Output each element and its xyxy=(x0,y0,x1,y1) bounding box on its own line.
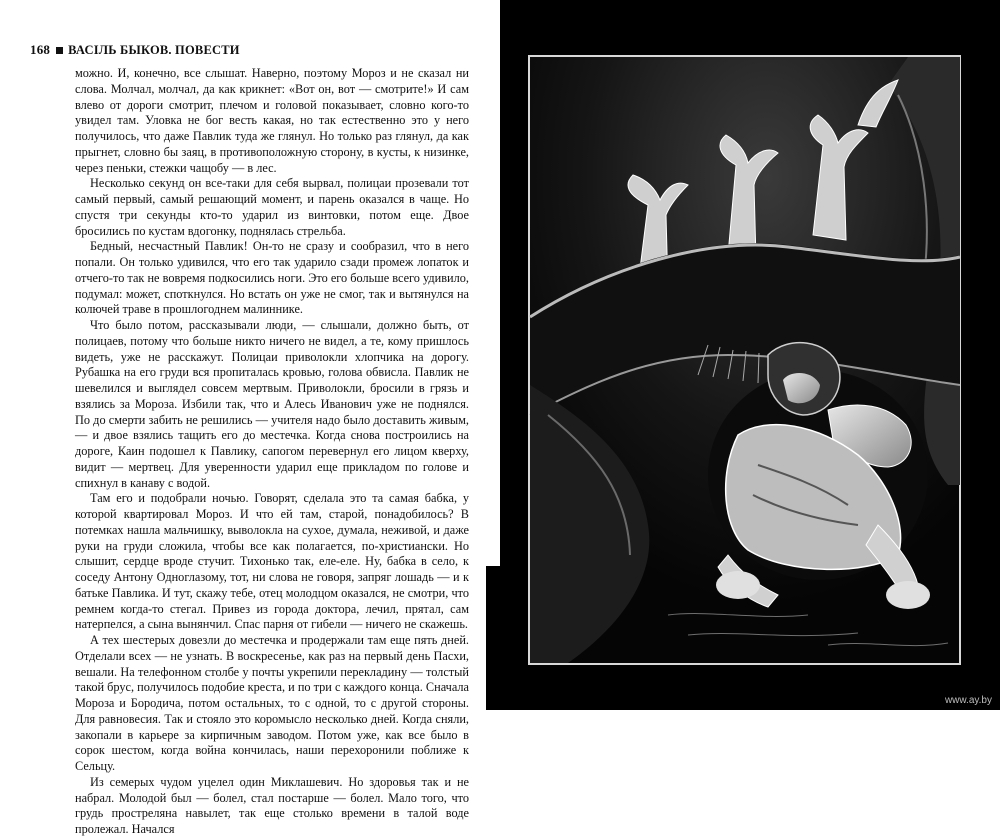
square-bullet-icon xyxy=(56,47,63,54)
paragraph: Несколько секунд он все-таки для себя вырвал, полицаи прозевали тот самый первый, самый решающий момент, и парень оказался в чаще. Но спустя три секунды кто-то ударил из винтовки, потом еще. Двое бросились по кустам вдогонку, поднялась стрельба. xyxy=(75,176,469,238)
body-text xyxy=(75,66,469,838)
paragraph: можно. И, конечно, все слышат. Наверно, поэтому Мороз и не сказал ни слова. Молчал, молчал, да как крикнет: «Вот он, вот — смотрите!» И сам влево от дороги смотрит, плечом и головой показывает, словно кого-то увидел там. Уловка не бог весть какая, но так естественно это у него получилось, что даже Павлик туда же глянул. Но только раз глянул, да как прыгнет, словно бы заяц, в противоположную сторону, в кусты, к низинке, через пеньки, стежки чащобу — в лес. xyxy=(75,66,469,175)
paragraph: Из семерых чудом уцелел один Миклашевич. Но здоровья так и не набрал. Молодой был — болел, стал постарше — болел. Мало того, что грудь простреляна навылет, так еще столько времени в талой воде пролежал. Начался xyxy=(75,774,469,836)
left-page xyxy=(0,0,486,836)
paragraph: А тех шестерых довезли до местечка и продержали там еще пять дней. Отделали всех — не узнать. В воскресенье, как раз на первый день Пасхи, вешали. На телефонном столбе у почты укрепили перекладину — толстый такой брус, получилось подобие креста, и по три с каждого конца. Сначала Мороза и Бородича, потом остальных, то с одной, то с другой стороны. Для равновесия. Так и стояло это коромысло несколько дней. Когда сняли, закопали в карьере за кирпичным заводом. Потом уже, как все было в сорок шестом, когда война кончилась, наши перехоронили поближе к Сельцу. xyxy=(75,633,469,773)
watermark: www.ay.by xyxy=(944,695,992,706)
paragraph: Что было потом, рассказывали люди, — слышали, должно быть, от полицаев, потому что больше никто ничего не видел, а те, кому пришлось видеть, уже не расскажут. Полицаи приволокли хлопчика на дорогу. Рубашка на его груди вся пропиталась кровью, голова обвисла. Павлик не шевелился и выглядел совсем мертвым. Приволокли, бросили в грязь и взялись за Мороза. Избили так, что и Алесь Иванович уже не поднялся. По до смерти забить не решились — учителя надо было доставить живым, — и двое взялись тащить его до местечка. Когда снова построились на дороге, Каин подошел к Павлику, сапогом перевернул его лицом кверху, видит — мертвец. Для уверенности ударил еще прикладом по голове и спихнул в канаву с водой. xyxy=(75,318,469,490)
paragraph: Бедный, несчастный Павлик! Он-то не сразу и сообразил, что в него попали. Он только удивился, что его так ударило сзади промеж лопаток и отчего-то так не вовремя подкосились ноги. Это его больше всего удивило, подумал: может, споткнулся. Но встать он уже не смог, так и вытянулся на колючей траве в прошлогоднем малиннике. xyxy=(75,239,469,317)
page-gutter xyxy=(486,0,500,566)
page-number: 168 xyxy=(30,42,51,57)
running-title: ВАСІЛЬ БЫКОВ. ПОВЕСТИ xyxy=(68,43,240,57)
paragraph: Там его и подобрали ночью. Говорят, сделала это та самая бабка, у которой квартировал Мороз. И что ей там, старой, понадобилось? В потемках нашла мальчишку, выволокла на сухое, думала, неживой, и даже руки на груди сложила, чтобы все как полагается, по-христиански. Но слышит, сердце вроде стучит. Тихонько так, еле-еле. Ну, бабка в село, к соседу Антону Одноглазому, тот, ни слова не говоря, запряг лошадь — и к батьке Павлика. И тут, скажу тебе, отец молодцом оказался, не смотри, что ремнем когда-то стегал. Привез из города доктора, лечил, прятал, сам натерпелся, а сына вынянчил. Спас парня от гибели — ничего не скажешь. xyxy=(75,491,469,632)
running-header xyxy=(30,42,470,58)
illustration xyxy=(528,55,961,665)
